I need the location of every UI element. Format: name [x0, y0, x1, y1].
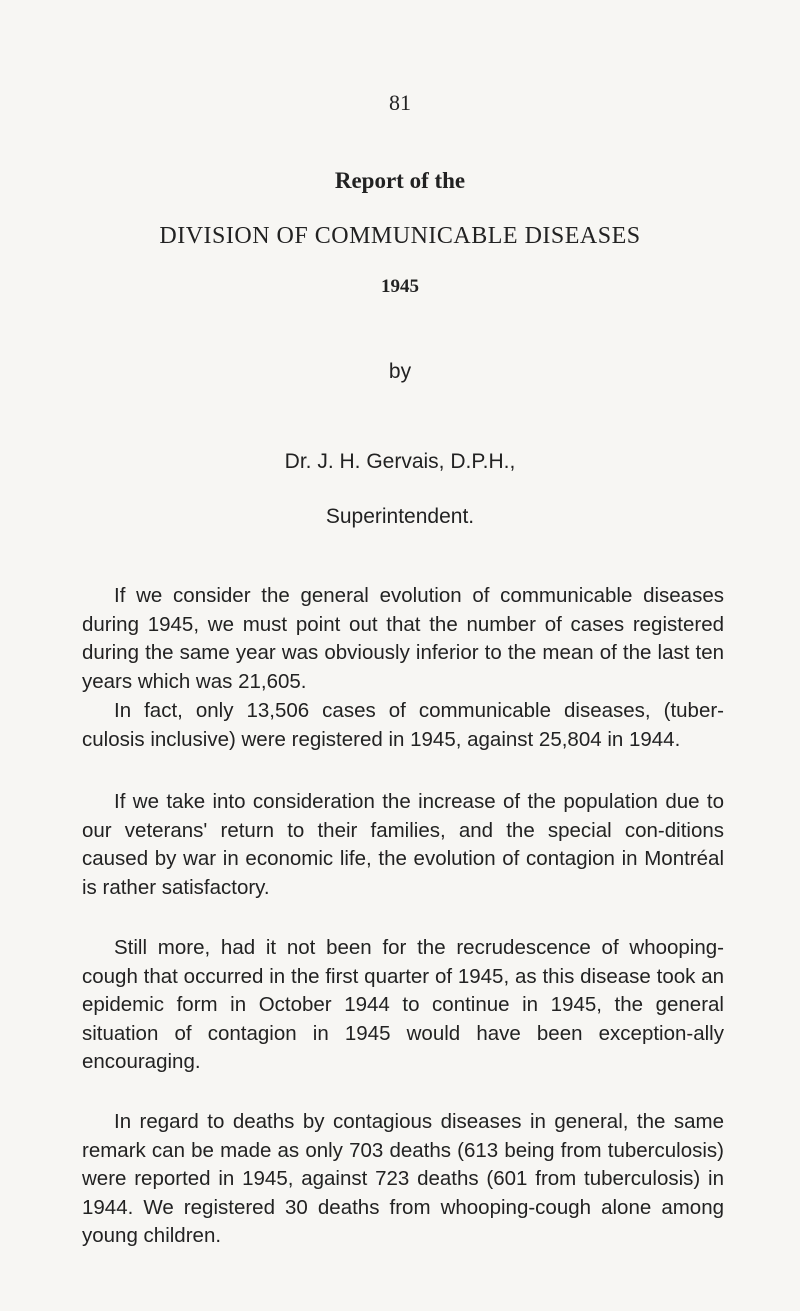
division-title: DIVISION OF COMMUNICABLE DISEASES	[159, 223, 641, 249]
paragraph-5: In regard to deaths by contagious diseases in general, the same remark can be made as only 703 deaths (613 being from tuberculosis) were reported in 1945, against 723 deaths (601 from tuberculosis) in 1944. We registered 30 deaths from whooping-cough alone among young children.	[82, 1110, 724, 1247]
report-title-line: Report of the	[334, 168, 466, 193]
paragraph-4: Still more, had it not been for the recrudescence of whooping-cough that occurred in the first quarter of 1945, as this disease took an epidemic form in October 1944 to continue in 1945, the general situation of contagion in 1945 would have been exception-ally encouraging.	[82, 936, 724, 1073]
byline-by: by	[388, 360, 412, 383]
paragraph-3: If we take into consideration the increase of the population due to our veterans' return to their families, and the special con-ditions caused by war in economic life, the evolution of contagion in Montréal is rather satisfactory.	[82, 790, 724, 899]
paragraph-1: If we consider the general evolution of communicable diseases during 1945, we must point out that the number of cases registered during the same year was obviously inferior to the mean of the last ten years which was 21,605.	[82, 584, 724, 693]
page-number: 81	[389, 90, 411, 115]
report-year: 1945	[381, 276, 419, 297]
author-name: Dr. J. H. Gervais, D.P.H.,	[284, 450, 516, 473]
paragraph-2: In fact, only 13,506 cases of communicable diseases, (tuber-culosis inclusive) were registered in 1945, against 25,804 in 1944.	[82, 699, 724, 751]
author-role: Superintendent.	[325, 505, 475, 528]
